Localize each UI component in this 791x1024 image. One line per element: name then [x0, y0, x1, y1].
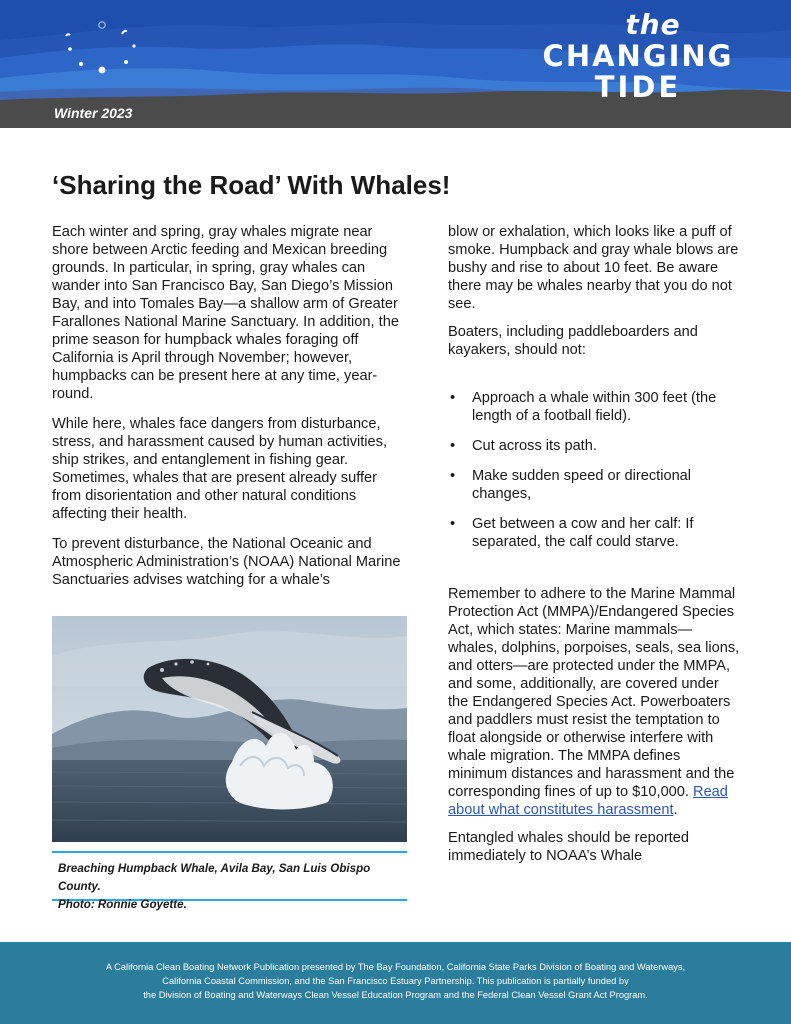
bullet-icon: •: [450, 438, 456, 454]
paragraph-mmpa: [448, 585, 740, 819]
list-item-text: Approach a whale within 300 feet (the length of a football field).: [472, 390, 717, 424]
bullet-icon: •: [450, 390, 456, 406]
list-item-text: Get between a cow and her calf: If separated, the calf could starve.: [472, 516, 694, 550]
paragraph-entangled-whales: Entangled whales should be reported immediately to NOAA’s Whale: [448, 830, 689, 864]
caption-title: Breaching Humpback Whale, Avila Bay, San Luis Obispo County.: [58, 862, 371, 893]
paragraph-boaters-should-not: Boaters, including paddleboarders and kayakers, should not:: [448, 324, 698, 358]
logo-word-changing: CHANGING: [542, 39, 734, 73]
paragraph-prevent-disturbance: To prevent disturbance, the National Oceanic and Atmospheric Administration’s (NOAA) National Marine Sanctuaries advises watching for a whale’s: [52, 536, 401, 588]
bullet-icon: •: [450, 468, 456, 484]
list-item-text: Cut across its path.: [472, 438, 597, 454]
footer-line-3: the Division of Boating and Waterways Clean Vessel Education Program and the Federal Clean Vessel Grant Act Program.: [143, 990, 648, 1000]
newsletter-logo: [526, 10, 750, 102]
paragraph-whale-blow: blow or exhalation, which looks like a puff of smoke. Humpback and gray whale blows are bushy and rise to about 10 feet. Be aware there may be whales nearby that you do not see.: [448, 224, 739, 312]
list-item: [448, 437, 740, 455]
list-item: [448, 515, 740, 551]
list-item: [448, 389, 740, 425]
bullet-icon: •: [450, 516, 456, 532]
footer-credits: [0, 960, 791, 1002]
footer-line-2: California Coastal Commission, and the San Francisco Estuary Partnership. This publication is partially funded by: [162, 976, 629, 986]
right-column: [448, 223, 740, 865]
photo-caption: [58, 860, 406, 914]
paragraph-gray-whales: Each winter and spring, gray whales migrate near shore between Arctic feeding and Mexican breeding grounds. In particular, in spring, gray whales can wander into San Francisco Bay, San Diego’s Mission Bay, and into Tomales Bay—a shallow arm of Greater Farallones National Marine Sanctuary. In addition, the prime season for humpback whales foraging off California is April through November; however, humpbacks can be present here at any time, year-round.: [52, 224, 399, 402]
footer-banner: [0, 942, 791, 1024]
logo-word-tide: TIDE: [594, 70, 682, 104]
harassment-link[interactable]: Read about what constitutes harassment: [448, 784, 728, 818]
caption-credit: Photo: Ronnie Goyette.: [58, 898, 187, 911]
mmpa-text: Remember to adhere to the Marine Mammal Protection Act (MMPA)/Endangered Species Act, which states: Marine mammals—whales, dolphins, porpoises, seals, sea lions, and otters—are protected under the MMPA, and some, additionally, are covered under the Endangered Species Act. Powerboaters and paddlers must resist the temptation to float alongside or otherwise interfere with whale migration. The MMPA defines minimum distances and harassment and the corresponding fines of up to $10,000.: [448, 586, 740, 800]
logo-word-the: the: [625, 8, 681, 41]
paragraph-dangers: While here, whales face dangers from disturbance, stress, and harassment caused by human activities, ship strikes, and entanglement in fishing gear. Sometimes, whales that are present already suffer from disorientation and other natural conditions affecting their health.: [52, 416, 388, 522]
issue-date: Winter 2023: [54, 105, 133, 121]
left-column: [52, 223, 404, 589]
article-title: ‘Sharing the Road’ With Whales!: [52, 170, 451, 200]
link-suffix: .: [673, 802, 678, 818]
list-item: [448, 467, 740, 503]
header-banner: [0, 0, 791, 128]
list-item-text: Make sudden speed or directional changes,: [472, 468, 692, 502]
photo-caption-box: [52, 851, 407, 911]
boater-rules-list: [448, 389, 740, 551]
footer-line-1: A California Clean Boating Network Publication presented by The Bay Foundation, California State Parks Division of Boating and Waterways,: [105, 962, 686, 972]
humpback-whale-photo: [52, 616, 407, 842]
